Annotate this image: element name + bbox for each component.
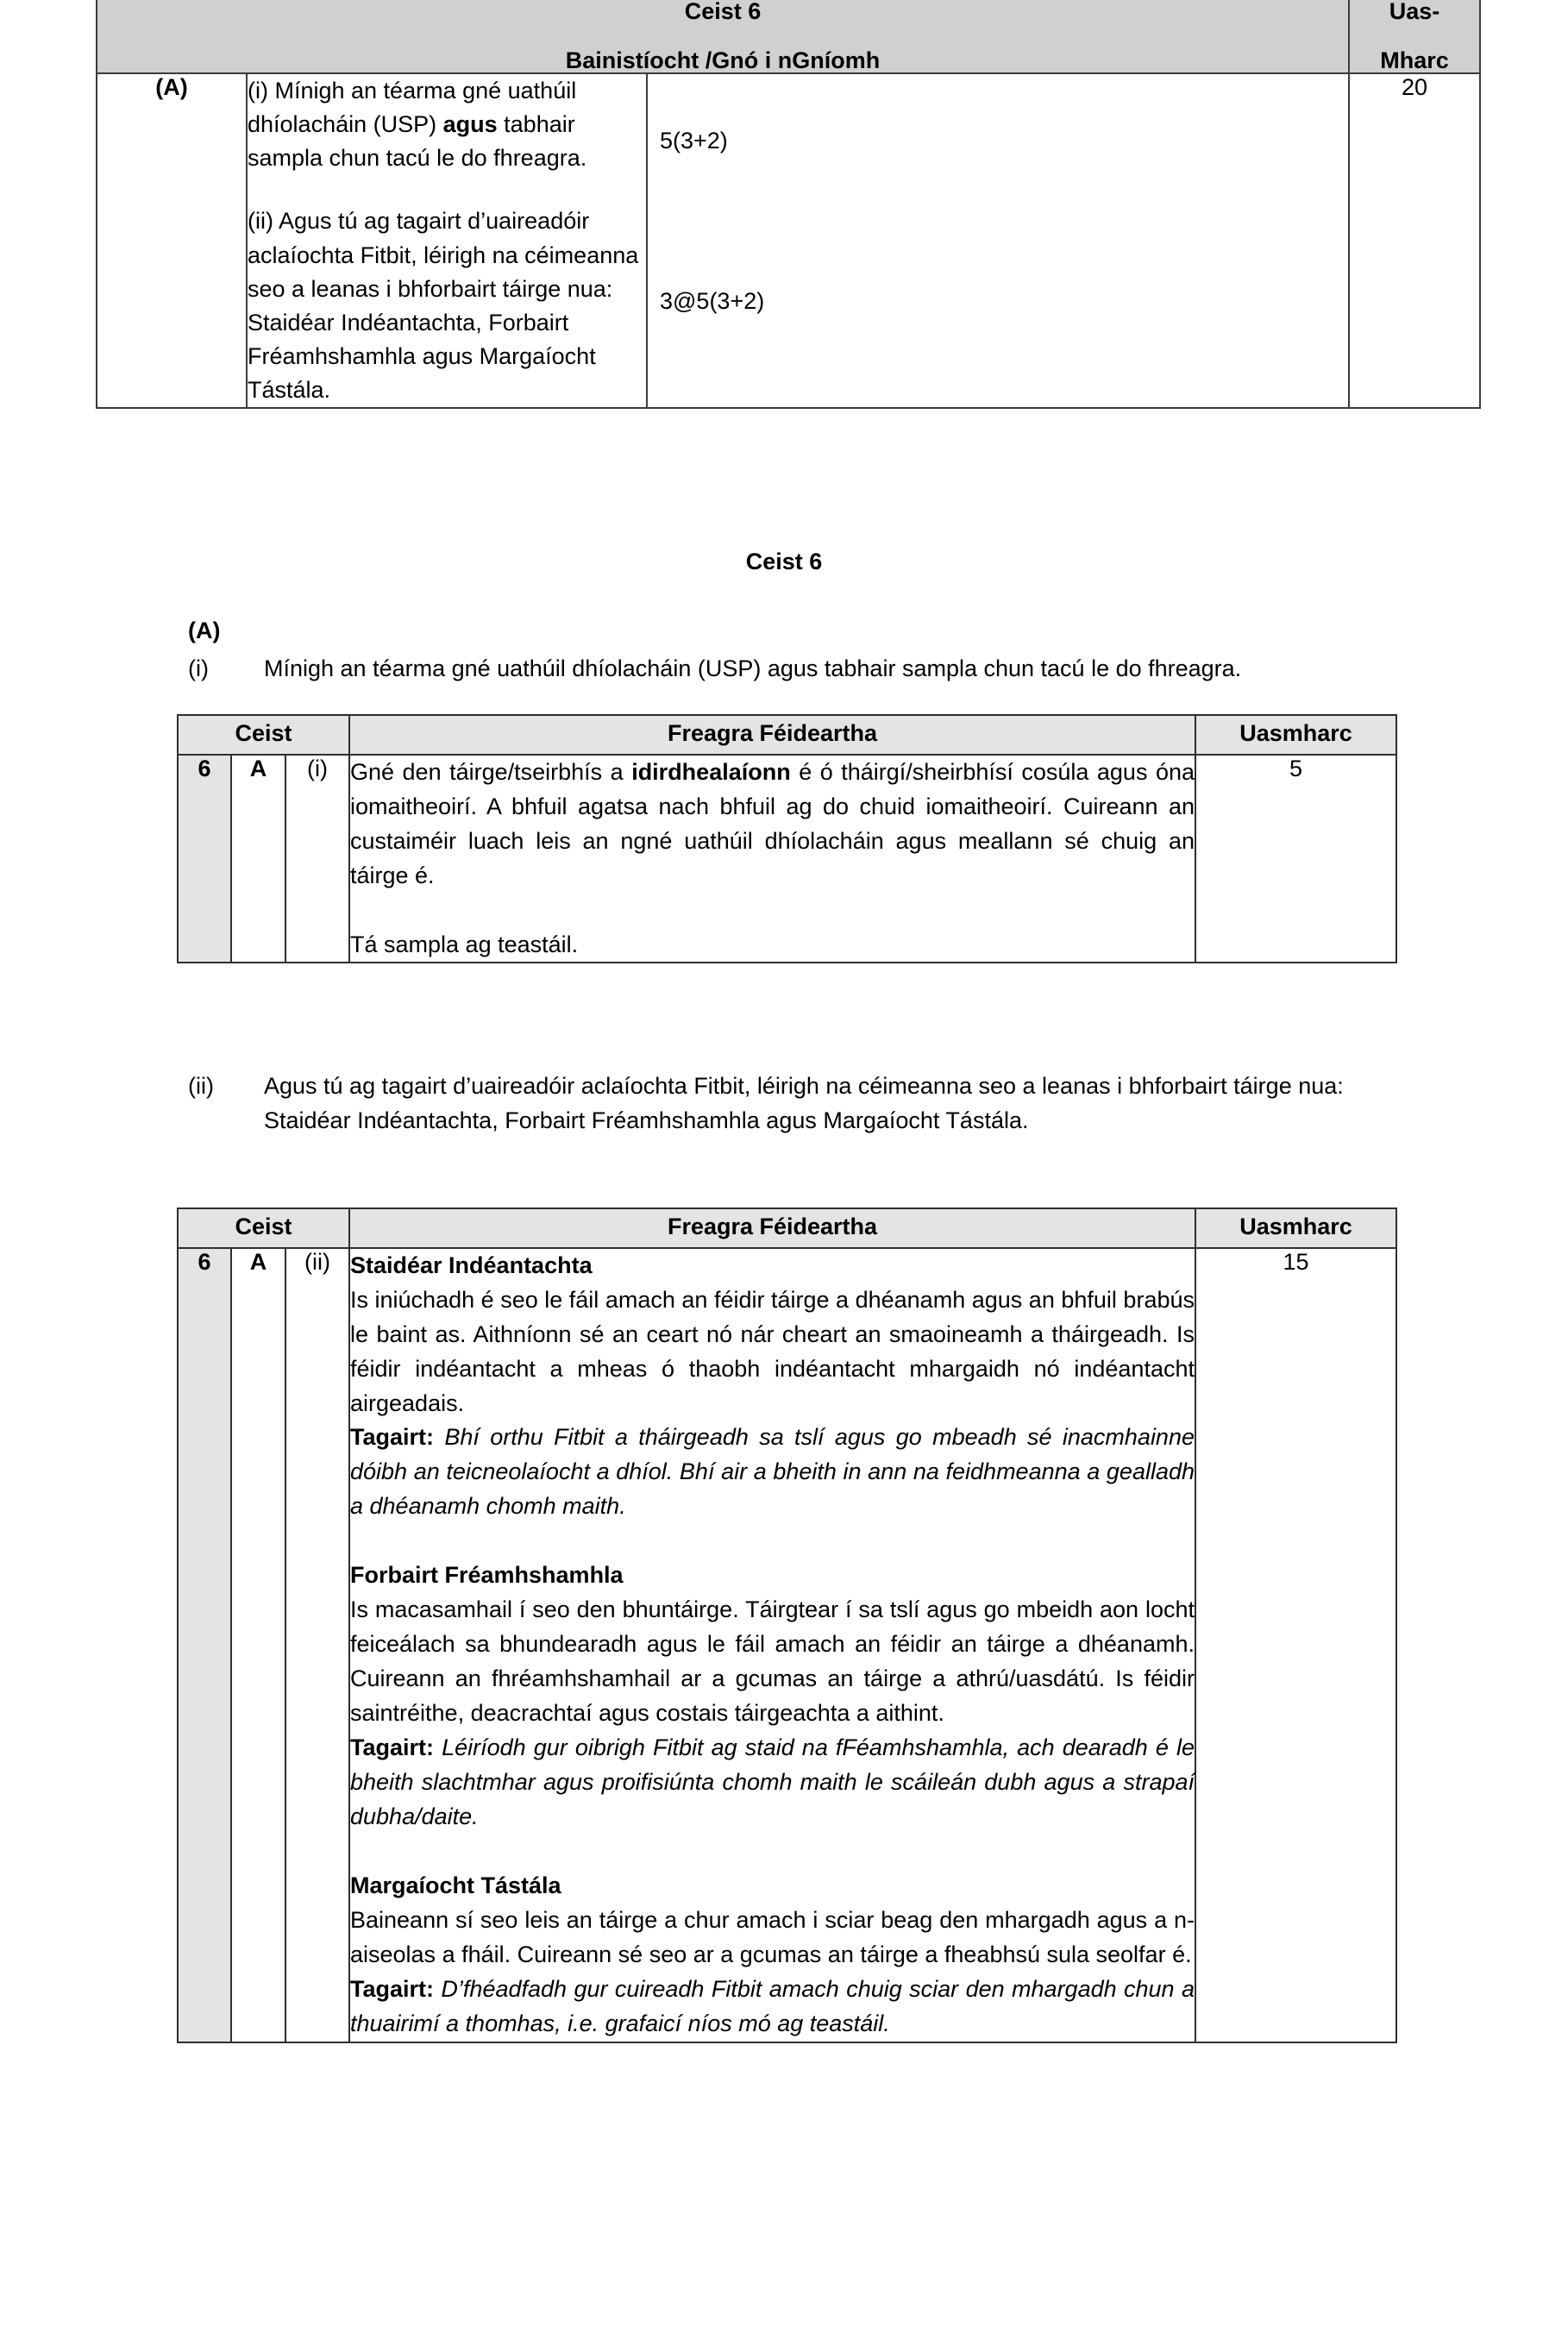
header-ceist: Ceist bbox=[178, 715, 349, 755]
exam-paper-table bbox=[96, 0, 1481, 409]
paper-table-header-row bbox=[97, 0, 1480, 73]
table-header-row bbox=[178, 715, 1396, 755]
table-row bbox=[178, 755, 1396, 963]
paper-alloc-i: 5(3+2) bbox=[660, 128, 728, 154]
paper-header-question bbox=[97, 0, 1349, 73]
block-body: Is macasamhail í seo den bhuntáirge. Táirgtear í sa tslí agus go mbeidh aon locht feiceálach sa bhundearadh agus le fáil amach an féidir an táirge a dhéanamh. Cuireann an fhréamhshamhail ar a gcumas an táirge a athrú/uasdátú. Is féidir saintréithe, deacrachtaí agus costais táirgeachta a aithint. bbox=[350, 1596, 1195, 1727]
header-freagra: Freagra Féideartha bbox=[349, 1208, 1195, 1248]
cell-section: A bbox=[231, 1248, 285, 2042]
block-tagairt bbox=[350, 1731, 1195, 1835]
block-body: Baineann sí seo leis an táirge a chur amach i sciar beag den mhargadh agus a n-aiseolas a fháil. Cuireann sé seo ar a gcumas an táirge a fheabhsú sula seolfar é. bbox=[350, 1906, 1195, 1967]
cell-part: (ii) bbox=[285, 1248, 349, 2042]
cell-section: A bbox=[231, 755, 285, 963]
prompt-ii-number: (ii) bbox=[188, 1073, 214, 1099]
section-heading: Ceist 6 bbox=[745, 549, 823, 574]
header-uasmharc: Uasmharc bbox=[1195, 715, 1396, 755]
table-row bbox=[178, 1248, 1396, 2042]
paper-header-marks-line2: Mharc bbox=[1380, 47, 1449, 73]
paper-header-marks-line1: Uas- bbox=[1389, 0, 1440, 24]
prompt-i-text: Mínigh an téarma gné uathúil dhíolacháin (USP) agus tabhair sampla chun tacú le do fhreagra. bbox=[264, 656, 1242, 681]
paper-question-i-bold: agus bbox=[442, 111, 498, 138]
cell-answer bbox=[349, 1248, 1195, 2042]
paper-question-i-post: tabhair sampla chun tacú le do fhreagra. bbox=[248, 111, 587, 172]
answer-pre: Gné den táirge/tseirbhís a bbox=[350, 758, 632, 785]
tagairt-text: D’fhéadfadh gur cuireadh Fitbit amach chuig sciar den mhargadh chun a thuairimí a thomhas, i.e. grafaicí níos mó ag teastáil. bbox=[350, 1975, 1195, 2036]
table-header-row bbox=[178, 1208, 1396, 1248]
paper-alloc-ii: 3@5(3+2) bbox=[660, 288, 765, 314]
tagairt-text: Léiríodh gur oibrigh Fitbit ag staid na fFéamhshamhla, ach dearadh é le bheith slachtmhar agus proifisiúnta chomh maith le scáileán dubh agus a strapaí dubha/daite. bbox=[350, 1734, 1195, 1829]
marking-scheme-table-ii bbox=[177, 1208, 1397, 2043]
answer-bold: idirdhealaíonn bbox=[631, 758, 791, 785]
header-ceist: Ceist bbox=[178, 1208, 349, 1248]
tagairt-label: Tagairt: bbox=[350, 1975, 435, 2002]
answer-paragraph-1 bbox=[350, 756, 1195, 894]
tagairt-text: Bhí orthu Fitbit a tháirgeadh sa tslí agus go mbeadh sé inacmhainne dóibh an teicneolaíocht a dhíol. Bhí air a bheith in ann na feidhmeanna a gealladh a dhéanamh chomh maith. bbox=[350, 1424, 1195, 1520]
block-body: Is iniúchadh é seo le fáil amach an féidir táirge a dhéanamh agus an bhfuil brabús le baint as. Aithníonn sé an ceart nó nár cheart an smaoineamh a tháirgeadh. Is féidir indéantacht a mheas ó thaobh indéantacht mhargaidh nó indéantacht airgeadais. bbox=[350, 1286, 1195, 1416]
prompt-part-label: (A) bbox=[188, 618, 221, 643]
paper-header-subject: Bainistíocht /Gnó i nGníomh bbox=[565, 47, 881, 73]
prompt-ii-text: Agus tú ag tagairt d’uaireadóir aclaíochta Fitbit, léirigh na céimeanna seo a leanas i bhforbairt táirge nua: Staidéar Indéantachta, Forbairt Fréamhshamhla agus Margaíocht Tástála. bbox=[264, 1073, 1344, 1133]
paper-total-marks: 20 bbox=[1349, 73, 1480, 408]
paper-part-label: (A) bbox=[97, 73, 247, 408]
cell-question-number: 6 bbox=[178, 755, 231, 963]
header-uasmharc: Uasmharc bbox=[1195, 1208, 1396, 1248]
block-heading: Margaíocht Tástála bbox=[350, 1872, 561, 1898]
paper-question-text bbox=[247, 73, 647, 408]
paper-header-marks bbox=[1349, 0, 1480, 73]
cell-answer bbox=[349, 755, 1195, 963]
prompt-i bbox=[188, 652, 1396, 687]
answer-paragraph-2: Tá sampla ag teastáil. bbox=[350, 931, 579, 957]
prompt-ii bbox=[188, 1070, 1396, 1138]
cell-part: (i) bbox=[285, 755, 349, 963]
block-heading: Staidéar Indéantachta bbox=[350, 1251, 593, 1278]
block-heading: Forbairt Fréamhshamhla bbox=[350, 1562, 624, 1589]
cell-max-marks: 5 bbox=[1195, 755, 1396, 963]
tagairt-label: Tagairt: bbox=[350, 1734, 435, 1761]
block-spacer bbox=[350, 1524, 1195, 1559]
tagairt-label: Tagairt: bbox=[350, 1424, 435, 1451]
paper-table-row bbox=[97, 73, 1480, 408]
prompt-i-number: (i) bbox=[188, 656, 209, 681]
paper-marks-allocation bbox=[647, 73, 1349, 408]
cell-question-number: 6 bbox=[178, 1248, 231, 2042]
block-tagairt bbox=[350, 1973, 1195, 2042]
cell-max-marks: 15 bbox=[1195, 1248, 1396, 2042]
block-spacer bbox=[350, 1835, 1195, 1869]
marking-scheme-table-i bbox=[177, 714, 1397, 963]
block-tagairt bbox=[350, 1421, 1195, 1524]
paper-header-question-number: Ceist 6 bbox=[684, 0, 762, 24]
answer-post: é ó tháirgí/sheirbhísí cosúla agus óna iomaitheoirí. A bhfuil agatsa nach bhfuil ag do chuid iomaitheoirí. Cuireann an custaiméir luach leis an ngné uathúil dhíolacháin agus meallann sé chuig an táirge é. bbox=[350, 758, 1195, 888]
paper-question-i-pre: (i) Mínigh an téarma gné uathúil dhíolacháin (USP) bbox=[248, 78, 577, 138]
paper-question-i bbox=[248, 74, 646, 175]
header-freagra: Freagra Féideartha bbox=[349, 715, 1195, 755]
paper-question-ii: (ii) Agus tú ag tagairt d’uaireadóir aclaíochta Fitbit, léirigh na céimeanna seo a leanas i bhforbairt táirge nua: Staidéar Indéantachta, Forbairt Fréamhshamhla agus Margaíocht Tástála. bbox=[248, 208, 639, 404]
